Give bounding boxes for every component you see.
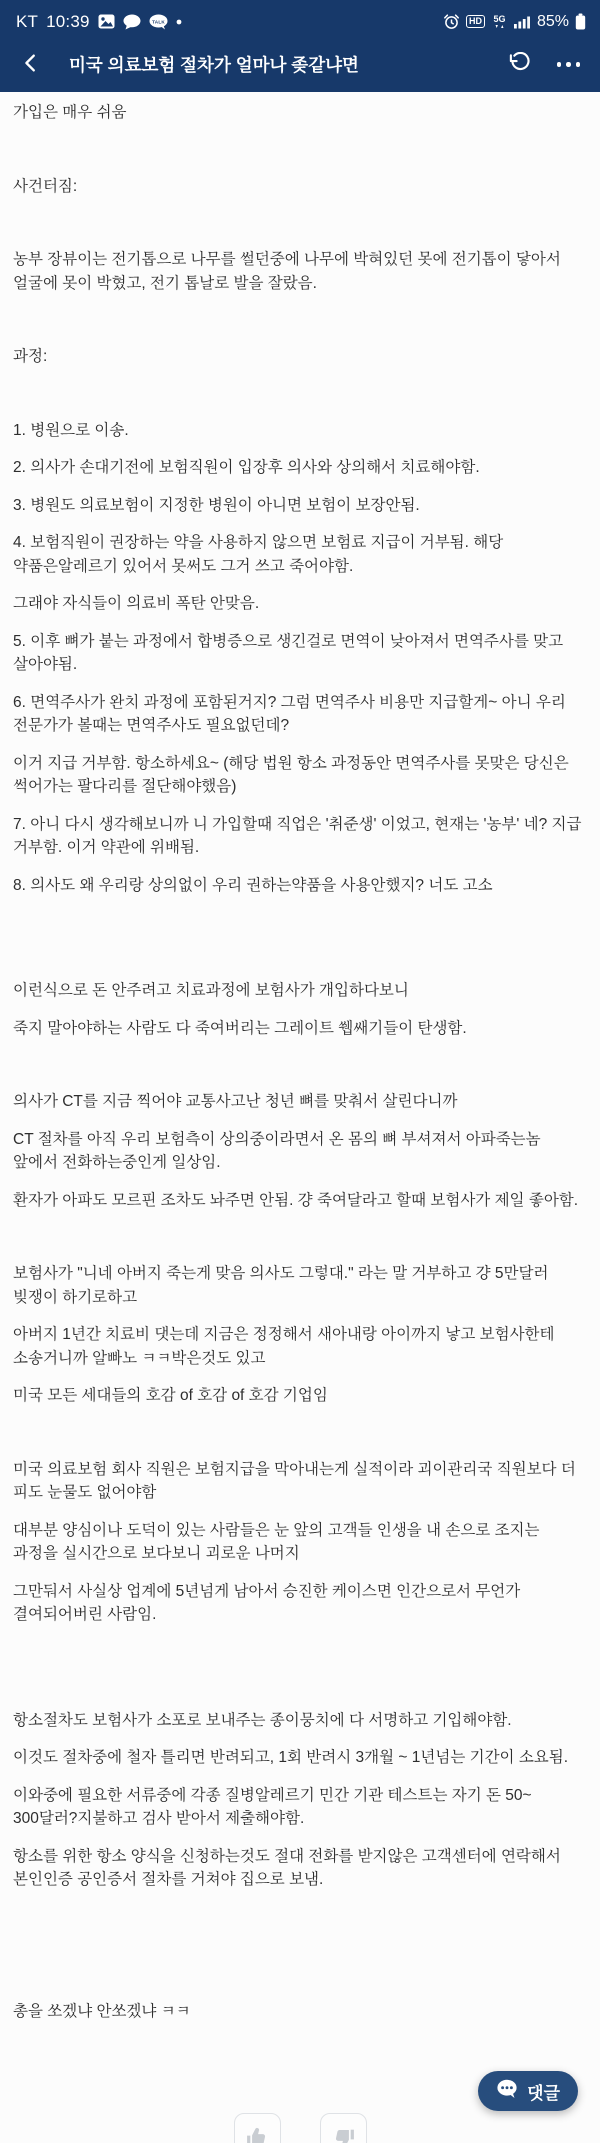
post-paragraph: 1. 병원으로 이송. (13, 421, 129, 439)
post-paragraph: 가입은 매우 쉬움 (13, 104, 127, 121)
post-paragraph: 그래야 자식들이 의료비 폭탄 안맞음. (13, 595, 260, 612)
page-title: 미국 의료보험 절차가 얼마나 좆같냐면 (69, 55, 359, 75)
5g-icon (491, 13, 508, 30)
carrier-label: KT (16, 11, 39, 31)
post-paragraph: 보험사가 "니네 아버지 죽는게 맞음 의사도 그렇대." 라는 말 거부하고 걍 5만달러 빚쟁이 하기로하고 (13, 1265, 549, 1306)
refresh-button[interactable] (508, 52, 531, 78)
post-paragraph: 3. 병원도 의료보험이 지정한 병원이 아니면 보험이 보장안됨. (13, 496, 420, 514)
post-paragraph: 이거 지급 거부함. 항소하세요~ (해당 법원 항소 과정동안 면역주사를 못맞은 당신은 썩어가는 팔다리를 절단해야했음) (13, 754, 569, 795)
post-paragraph: 죽지 말아야하는 사람도 다 죽여버리는 그레이트 쒭쌔기들이 탄생함. (13, 1019, 467, 1037)
post-paragraph: 총을 쏘겠냐 안쏘겠냐 ㅋㅋ (13, 2002, 191, 2020)
post-paragraph: 사건터짐: (13, 177, 78, 195)
post-paragraph: 7. 아니 다시 생각해보니까 니 가입할때 직업은 '취준생' 이었고, 현재는 '농부' 네? 지급 거부함. 이거 약관에 위배됨. (13, 815, 582, 856)
vote-row (0, 2113, 600, 2143)
post-paragraph: 대부분 양심이나 도덕이 있는 사람들은 눈 앞의 고객들 인생을 내 손으로 조지는 과정을 실시간으로 보다보니 괴로운 나머지 (13, 1521, 540, 1562)
refresh-icon (508, 52, 531, 78)
downvote-button[interactable] (320, 2113, 367, 2143)
signal-icon (514, 15, 531, 29)
post-paragraph: 과정: (13, 348, 48, 365)
post-body (0, 92, 600, 2023)
post-paragraph: 미국 의료보험 회사 직원은 보험지급을 막아내는게 실적이라 괴이관리국 직원보다 더 피도 눈물도 없어야함 (13, 1460, 576, 1501)
post-paragraph: 아버지 1년간 치료비 댓는데 지금은 정정해서 새아내랑 아이까지 낳고 보험사한테 소송거니까 알빠노 ㅋㅋ박은것도 있고 (13, 1326, 555, 1367)
comment-button[interactable] (478, 2071, 578, 2111)
svg-text:5G: 5G (493, 14, 506, 24)
kakao-bubble-icon (123, 14, 141, 30)
alarm-icon (443, 13, 460, 30)
gallery-icon (98, 14, 115, 29)
post-paragraph: 이것도 절차중에 철자 틀리면 반려되고, 1회 반려시 3개월 ~ 1년넘는 기간이 소요됨. (13, 1749, 569, 1766)
post-paragraph: CT 절차를 아직 우리 보험측이 상의중이라면서 온 몸의 뼈 부셔져서 아파죽는놈 앞에서 전화하는중인게 일상임. (13, 1130, 541, 1171)
post-paragraph: 미국 모든 세대들의 호감 of 호감 of 호감 기업임 (13, 1387, 328, 1404)
post-paragraph: 항소절차도 보험사가 소포로 보내주는 종이뭉치에 다 서명하고 기입해야함. (13, 1711, 512, 1729)
battery-icon (575, 13, 586, 30)
post-paragraph: 이와중에 필요한 서류중에 각종 질병알레르기 민간 기관 테스트는 자기 돈 50~ 300달러?지불하고 검사 받아서 제출해야함. (13, 1786, 532, 1827)
post-paragraph: 5. 이후 뼈가 붙는 과정에서 합병증으로 생긴걸로 면역이 낮아져서 면역주사를 맞고 살아야됨. (13, 632, 564, 673)
post-paragraph: 6. 면역주사가 완치 과정에 포함된거지? 그럼 면역주사 비용만 지급할게~ 아니 우리 전문가가 볼때는 면역주사도 필요없던데? (13, 693, 566, 734)
ellipsis-icon (557, 62, 581, 67)
status-bar (0, 0, 600, 37)
post-paragraph: 환자가 아파도 모르핀 조차도 놔주면 안됨. 걍 죽여달라고 할때 보험사가 제일 좋아함. (13, 1191, 579, 1209)
svg-text:TALK: TALK (151, 18, 165, 24)
post-paragraph: 의사가 CT를 지금 찍어야 교통사고난 청년 뼈를 맞춰서 살린다니까 (13, 1093, 458, 1110)
hd-icon: HD (466, 15, 485, 28)
nav-bar (0, 37, 600, 92)
more-menu-button[interactable] (557, 62, 581, 67)
battery-percent-label: 85% (536, 12, 569, 30)
post-paragraph: 농부 장뷰이는 전기톱으로 나무를 썰던중에 나무에 박혀있던 못에 전기톱이 닿아서 얼굴에 못이 박혔고, 전기 톱날로 발을 잘랐음. (13, 251, 561, 292)
kakaotalk-icon (149, 14, 168, 30)
notification-dot (176, 19, 182, 25)
clock-label: 10:39 (46, 11, 90, 31)
post-paragraph: 이런식으로 돈 안주려고 치료과정에 보험사가 개입하다보니 (13, 982, 409, 999)
app-header (0, 0, 600, 92)
upvote-button[interactable] (234, 2113, 281, 2143)
thumb-down-icon (331, 2125, 356, 2143)
chat-bubble-icon (496, 2079, 519, 2104)
thumb-up-icon (245, 2125, 270, 2143)
post-paragraph: 2. 의사가 손대기전에 보험직원이 입장후 의사와 상의해서 치료해야함. (13, 459, 480, 476)
comment-button-label: 댓글 (527, 2083, 560, 2103)
post-paragraph: 8. 의사도 왜 우리랑 상의없이 우리 권하는약품을 사용안했지? 너도 고소 (13, 876, 493, 894)
back-button[interactable] (20, 52, 42, 77)
post-paragraph: 그만둬서 사실상 업계에 5년넘게 남아서 승진한 케이스면 인간으로서 무언가 결여되어버린 사람임. (13, 1582, 521, 1623)
post-paragraph: 항소를 위한 항소 양식을 신청하는것도 절대 전화를 받지않은 고객센터에 연락해서 본인인증 공인증서 절차를 거쳐야 집으로 보냄. (13, 1847, 561, 1888)
chevron-left-icon (20, 52, 42, 77)
post-paragraph: 4. 보험직원이 권장하는 약을 사용하지 않으면 보험료 지급이 거부됨. 해당 약품은알레르기 있어서 못써도 그거 쓰고 죽어야함. (13, 534, 504, 575)
